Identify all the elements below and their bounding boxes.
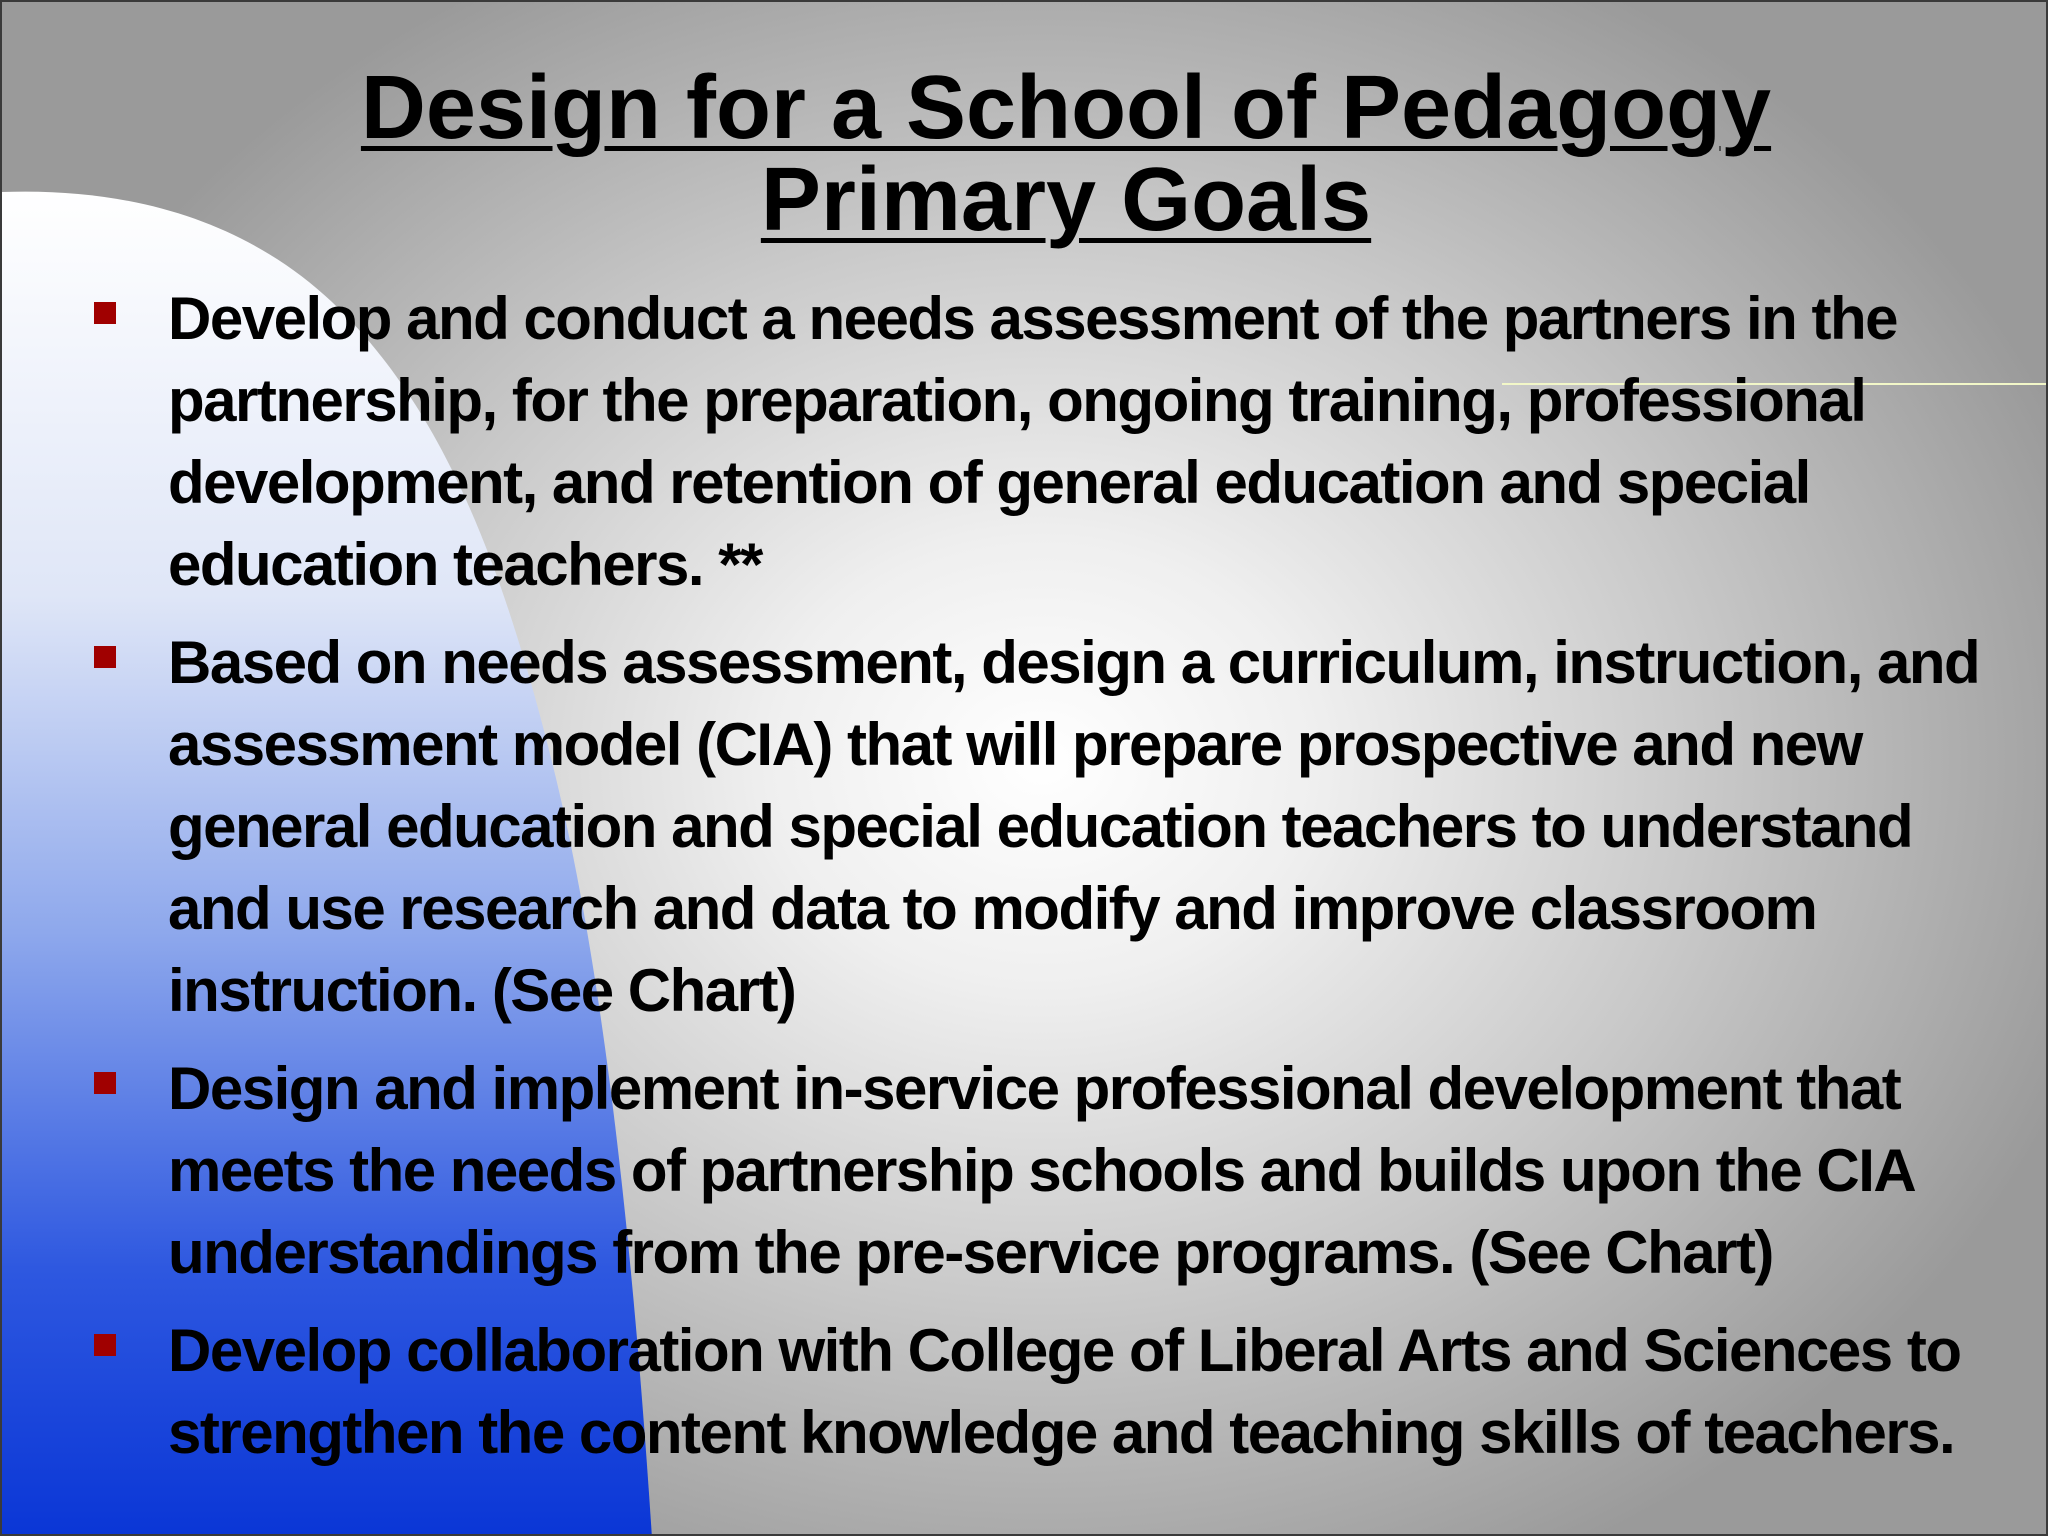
bullet-text-1: Develop and conduct a needs assessment of the partners in the partnership, for the preparation, ongoing training, professional development, and retention of general education and special education teachers. ** <box>168 285 1897 598</box>
title-line-2: Primary Goals <box>760 150 1372 250</box>
title-line-1: Design for a School of Pedagogy <box>360 58 1772 158</box>
bullet-item-3 <box>2 1048 2048 1294</box>
square-bullet-icon <box>94 646 116 668</box>
page-title <box>2 58 2048 250</box>
square-bullet-icon <box>94 1334 116 1356</box>
square-bullet-icon <box>94 1072 116 1094</box>
bullet-item-2 <box>2 622 2048 1032</box>
bullet-item-1 <box>2 278 2048 606</box>
bullet-text-3: Design and implement in-service professional development that meets the needs of partnership schools and builds upon the CIA understandings from the pre-service programs. (See Chart) <box>168 1055 1913 1286</box>
bullet-list <box>2 278 2048 1490</box>
bullet-text-2: Based on needs assessment, design a curriculum, instruction, and assessment model (CIA) that will prepare prospective and new general education and special education teachers to understand and use research and data to modify and improve classroom instruction. (See Chart) <box>168 629 1980 1024</box>
bullet-item-4 <box>2 1310 2048 1474</box>
bullet-text-4: Develop collaboration with College of Liberal Arts and Sciences to strengthen the content knowledge and teaching skills of teachers. <box>168 1317 1961 1466</box>
square-bullet-icon <box>94 302 116 324</box>
